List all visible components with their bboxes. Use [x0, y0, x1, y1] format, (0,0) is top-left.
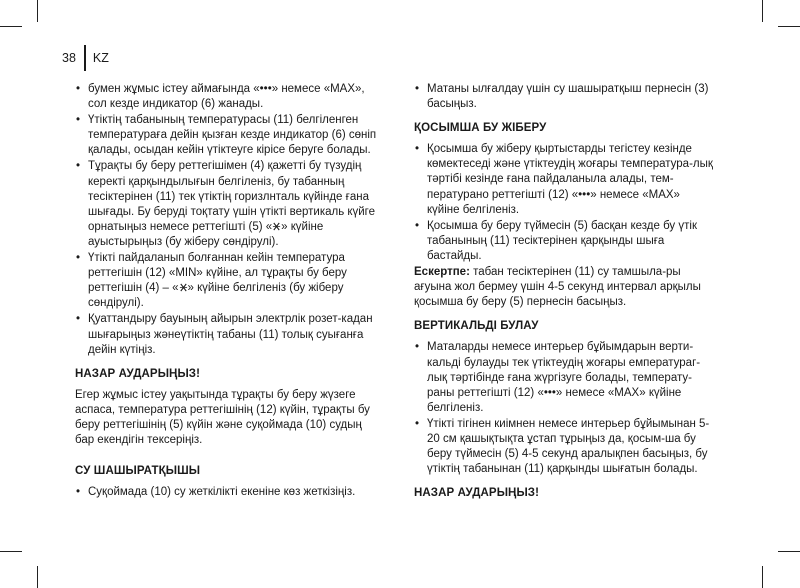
list-item: • Тұрақты бу беру реттегішімен (4) қажетті бу түзудің керекті қарқындылығын белгіленіз, бу табанның тесіктерінен (11) тек үтіктің горизлнталь күйінде ғана шығады. Бу беруді тоқтату үшін үтікті вертикаль күйге орнатыңыз немесе реттегішті (5) « » күйіне ауыстырыңыз (бу жіберу сөндірулі).	[75, 159, 377, 250]
list-item: • Үтікті тігінен киімнен немесе интерьер бұйымынан 5-20 см қашықтықта ұстап тұрыңыз да, қосым-ша бу беру түймесін (5) 4-5 секунд аралықпен басыңыз, бу үтіктің табанынан (11) қарқынды шығатын болады.	[414, 417, 714, 477]
steam-off-icon	[179, 283, 188, 292]
right-bullet-list	[414, 82, 714, 112]
note-label: Ескертпе:	[414, 266, 470, 279]
crop-mark	[0, 26, 22, 27]
spray-heading: СУ ШАШЫРАТҚЫШЫ	[75, 465, 201, 478]
page-number: 38	[62, 51, 76, 65]
extra-steam-heading: ҚОСЫМША БУ ЖІБЕРУ	[414, 122, 547, 135]
attention-heading: НАЗАР АУДАРЫҢЫЗ!	[75, 367, 201, 380]
spray-list	[75, 485, 377, 500]
list-item: • Қосымша бу жіберу қыртыстарды тегістеу кезінде көмектеседі және үтіктеудің жоғары температура-лық тәртібі кезінде ғана пайдаланыла алады, тем-пературано реттегішті (12) «•••» немесе «MAX» күйіне белгіленіз.	[414, 142, 714, 217]
crop-mark	[762, 566, 763, 588]
note-text: табан тесіктерінен (11) су тамшыла-ры ағуына жол бермеу үшін 4-5 секунд интервал арқылы қосымша бу беру (5) пернесін басыңыз.	[414, 266, 701, 309]
list-item: • Суқоймада (10) су жеткілікті екеніне көз жеткізіңіз.	[75, 485, 377, 500]
list-item: • Қосымша бу беру түймесін (5) басқан кезде бу үтік табанының (11) тесіктерінен қарқынды шыға бастайды.	[414, 219, 714, 264]
crop-mark	[778, 551, 800, 552]
vertical-steam-list	[414, 340, 714, 477]
crop-mark	[37, 0, 38, 22]
crop-mark	[0, 551, 22, 552]
list-item: • Матаны ылғалдау үшін су шашыратқыш пернесін (3) басыңыз.	[414, 82, 714, 112]
final-attention-heading: НАЗАР АУДАРЫҢЫЗ!	[414, 487, 540, 500]
language-code: KZ	[92, 51, 109, 65]
list-item: • бумен жұмыс істеу аймағында «•••» немесе «MAX», сол кезде индикатор (6) жанады.	[75, 82, 377, 112]
crop-mark	[762, 0, 763, 22]
right-column	[414, 82, 714, 507]
list-item: • Үтіктің табанының температурасы (11) белгіленген температураға дейін қызған кезде индикатор (6) сөніп қалады, осыдан кейін үтіктеуге кірісе беруге болады.	[75, 113, 377, 158]
note-paragraph	[414, 265, 714, 310]
list-item: • Қуаттандыру бауының айырын электрлік розет-кадан шығарыңыз жәнеүтіктің табаны (11) толық суығанға дейін күтіңіз.	[75, 312, 377, 357]
header-divider	[84, 45, 86, 71]
extra-steam-list	[414, 142, 714, 264]
list-item: • Үтікті пайдаланып болғаннан кейін температура реттегішін (12) «MIN» күйіне, ал тұрақты бу беру реттегішін (4) – « » күйіне белгіленіз (бу жіберу сөндірулі).	[75, 251, 377, 311]
steam-off-icon	[272, 222, 281, 231]
crop-mark	[778, 26, 800, 27]
list-item: • Маталарды немесе интерьер бұйымдарын верти-кальді булауды тек үтіктеудің жоғары емператураг-лық тәртібінде ғана жүргізуге болады, температу-раны реттегішті (12) «•••» немесе «MAX» күйіне белгіленіз.	[414, 340, 714, 415]
crop-mark	[37, 566, 38, 588]
attention-text: Егер жұмыс істеу уақытында тұрақты бу беру жүзеге аспаса, температура реттегішінің (12) күйін, тұрақты бу беру реттегішінің (5) күйін және суқоймада (10) судың бар екендігін тексеріңіз.	[75, 388, 370, 447]
vertical-steam-heading: ВЕРТИКАЛЬДІ БУЛАУ	[414, 320, 539, 333]
left-column	[75, 82, 377, 501]
page-header	[62, 47, 109, 69]
left-bullet-list	[75, 82, 377, 358]
